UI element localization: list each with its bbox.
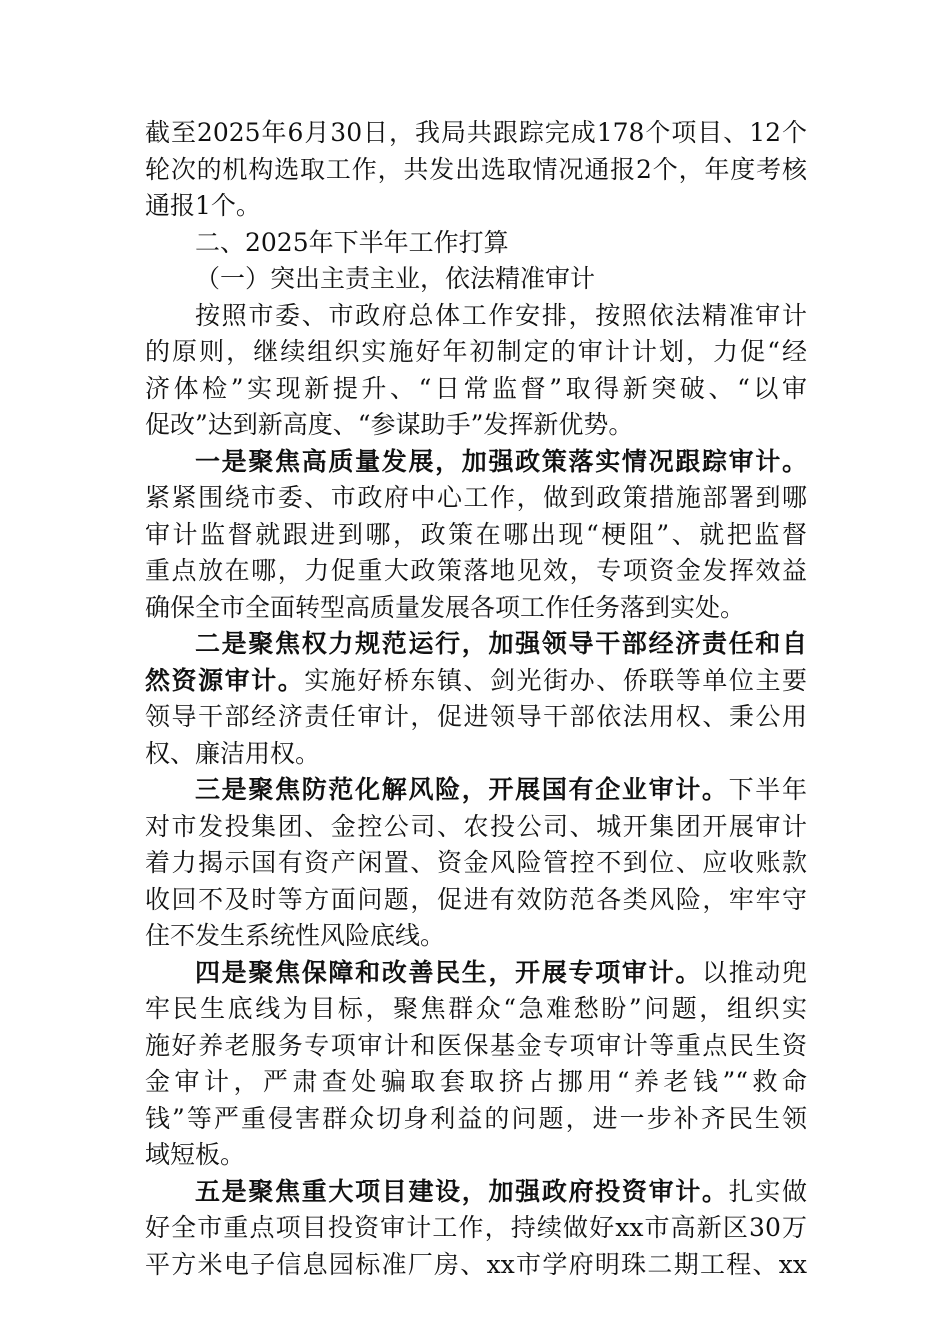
body-line [145, 882, 807, 919]
body-text: 按照市委、市政府总体工作安排，按照依法精准审计 [195, 300, 807, 330]
bold-lead-text: 一是聚焦高质量发展，加强政策落实情况跟踪审计。 [195, 446, 807, 476]
body-line [145, 991, 807, 1028]
body-text: 审计监督就跟进到哪，政策在哪出现“梗阻”、就把监督 [145, 519, 807, 549]
body-text: 通报1个。 [145, 191, 261, 220]
bold-lead-line [145, 444, 807, 481]
body-text: 下半年 [728, 775, 807, 804]
body-line [145, 1210, 807, 1247]
body-line [145, 809, 807, 846]
body-line [145, 480, 807, 517]
body-text: 确保全市全面转型高质量发展各项工作任务落到实处。 [145, 592, 746, 622]
body-line [145, 517, 807, 554]
body-text: 域短板。 [145, 1140, 246, 1169]
subsection-heading-text: （一）突出主责主业，依法精准审计 [195, 264, 596, 293]
body-line [145, 1137, 807, 1174]
body-text: 金审计，严肃查处骗取套取挤占挪用“养老钱”“救命 [145, 1067, 807, 1096]
body-line [145, 371, 807, 408]
bold-lead-text: 五是聚焦重大项目建设，加强政府投资审计。 [195, 1176, 729, 1206]
body-text: 施好养老服务专项审计和医保基金专项审计等重点民生资 [145, 1030, 807, 1060]
body-text: 促改”达到新高度、“参谋助手”发挥新优势。 [145, 410, 634, 439]
mixed-line [145, 955, 807, 992]
body-text: 扎实做 [728, 1176, 807, 1206]
body-text: 牢民生底线为目标，聚焦群众“急难愁盼”问题，组织实 [145, 994, 807, 1023]
body-line [145, 1247, 807, 1284]
body-line [145, 115, 807, 152]
body-line [145, 1028, 807, 1065]
body-text: 钱”等严重侵害群众切身利益的问题，进一步补齐民生领 [145, 1103, 807, 1133]
body-line [145, 845, 807, 882]
body-text: 的原则，继续组织实施好年初制定的审计计划，力促“经 [145, 337, 807, 366]
body-text: 紧紧围绕市委、市政府中心工作，做到政策措施部署到哪 [145, 483, 807, 512]
body-text: 对市发投集团、金控公司、农投公司、城开集团开展审计 [145, 811, 807, 841]
body-line [145, 699, 807, 736]
mixed-line [145, 663, 807, 700]
body-line [145, 407, 807, 444]
bold-lead-text: 四是聚焦保障和改善民生，开展专项审计。 [195, 957, 702, 987]
body-line [145, 298, 807, 335]
body-text: 权、廉洁用权。 [145, 738, 321, 768]
bold-lead-text: 然资源审计。 [145, 665, 305, 695]
body-text: 以推动兜 [701, 957, 807, 987]
body-text: 轮次的机构选取工作，共发出选取情况通报2个，年度考核 [145, 154, 807, 184]
body-text: 着力揭示国有资产闲置、资金风险管控不到位、应收账款 [145, 848, 807, 877]
body-text: 收回不及时等方面问题，促进有效防范各类风险，牢牢守 [145, 884, 807, 914]
body-line [145, 590, 807, 627]
mixed-line [145, 772, 807, 809]
section-heading-text: 二、2025年下半年工作打算 [195, 227, 509, 257]
body-line [145, 1101, 807, 1138]
section-heading [145, 225, 807, 262]
body-line [145, 152, 807, 189]
body-text: 实施好桥东镇、剑光街办、侨联等单位主要 [304, 665, 807, 695]
body-text: 住不发生系统性风险底线。 [145, 921, 446, 950]
body-line [145, 188, 807, 225]
body-text: 截至2025年6月30日，我局共跟踪完成178个项目、12个 [145, 118, 807, 147]
body-text: 平方米电子信息园标准厂房、xx市学府明珠二期工程、xx [145, 1249, 807, 1279]
body-line [145, 1064, 807, 1101]
document-body [145, 115, 807, 1283]
mixed-line [145, 1174, 807, 1211]
body-text: 济体检”实现新提升、“日常监督”取得新突破、“以审 [145, 373, 807, 403]
bold-lead-text: 二是聚焦权力规范运行，加强领导干部经济责任和自 [195, 629, 807, 658]
bold-lead-text: 三是聚焦防范化解风险，开展国有企业审计。 [195, 775, 729, 804]
body-line [145, 736, 807, 773]
bold-lead-line [145, 626, 807, 663]
body-line [145, 334, 807, 371]
body-line [145, 553, 807, 590]
body-text: 重点放在哪，力促重大政策落地见效，专项资金发挥效益 [145, 556, 807, 585]
body-line [145, 918, 807, 955]
body-text: 好全市重点项目投资审计工作，持续做好xx市高新区30万 [145, 1213, 807, 1242]
body-text: 领导干部经济责任审计，促进领导干部依法用权、秉公用 [145, 702, 807, 731]
subsection-heading [145, 261, 807, 298]
